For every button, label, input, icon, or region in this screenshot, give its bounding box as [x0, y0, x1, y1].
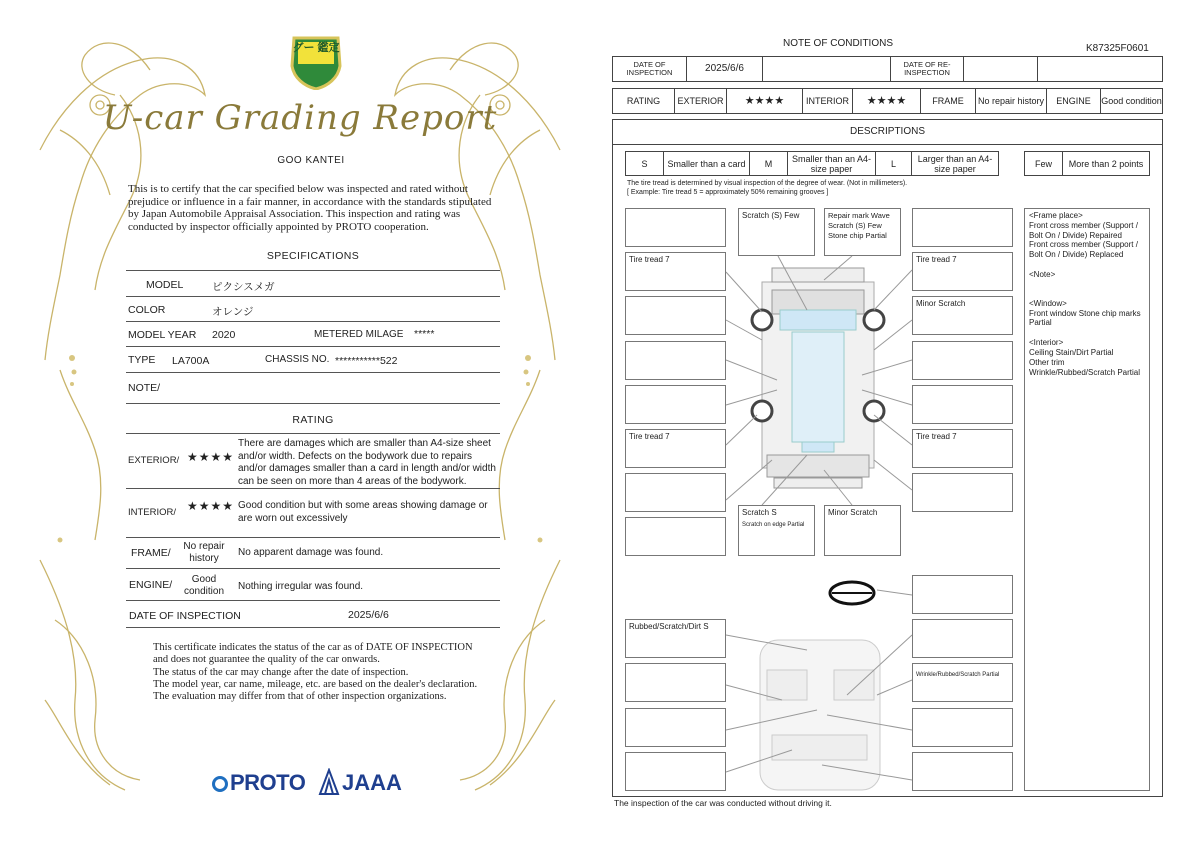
engine-label: ENGINE/	[129, 579, 173, 591]
report-title: U-car Grading Report	[102, 98, 498, 138]
tire-note: The tire tread is determined by visual inspection of the degree of wear. (Not in millimeters).	[627, 180, 908, 187]
exterior-stars: ★★★★	[727, 89, 803, 113]
jaaa-emblem-icon	[318, 768, 340, 796]
jaaa-logo: JAAA	[342, 770, 402, 795]
inspection-date-value: 2025/6/6	[687, 57, 763, 81]
certificate-intro: This is to certify that the car specified below was inspected and rated without prejudice or influence in a fair manner, in accordance with the standards stipulated by Japan Automobile Appraisal Association. This inspection and rating was conducted by inspector officially appointed by PROTO cooperation.	[128, 183, 492, 233]
exterior-label: EXTERIOR	[675, 89, 727, 113]
inspection-date-value: 2025/6/6	[348, 609, 389, 621]
rating-label: RATING	[613, 89, 675, 113]
legend-m: M	[750, 152, 788, 175]
legend-few: Few	[1025, 152, 1063, 175]
frame-value: No repair history	[976, 89, 1047, 113]
report-subtitle: GOO KANTEI	[277, 155, 345, 166]
type-label: TYPE	[128, 354, 156, 366]
frame-label: FRAME	[921, 89, 976, 113]
mileage-value: *****	[414, 328, 435, 340]
condition-box-rubbed: Rubbed/Scratch/Dirt S	[625, 619, 726, 658]
frame-description: No apparent damage was found.	[238, 547, 384, 558]
inspection-date-row	[612, 56, 1163, 82]
color-value: オレンジ	[212, 306, 254, 318]
model-year-label: MODEL YEAR	[128, 329, 197, 341]
model-year-value: 2020	[212, 329, 236, 341]
car-body-diagram	[612, 200, 1024, 800]
mileage-label: METERED MILAGE	[314, 329, 404, 340]
engine-description: Nothing irregular was found.	[238, 581, 364, 592]
legend-s-desc: Smaller than a card	[664, 152, 750, 175]
badge-text: グー 鑑定	[292, 42, 340, 54]
condition-box-right-scratch: Minor Scratch	[912, 296, 1013, 335]
type-value: LA700A	[172, 355, 210, 367]
legend-l: L	[876, 152, 912, 175]
condition-box-rear-minor-scratch: Minor Scratch	[824, 505, 901, 556]
disclaimer-line: This certificate indicates the status of the car as of DATE OF INSPECTION and does not guarantee the quality of the car onwards.	[153, 642, 473, 666]
disclaimer-line: The evaluation may differ from that of other inspection organizations.	[153, 691, 447, 703]
disclaimer-line: The status of the car may change after the date of inspection.	[153, 666, 409, 678]
engine-value: Good condition	[183, 574, 225, 597]
condition-box-tire-front-left: Tire tread 7	[625, 252, 726, 291]
model-label: MODEL	[146, 279, 184, 291]
size-legend	[625, 151, 999, 176]
condition-box-rear-scratch: Scratch S Scratch on edge Partial	[738, 505, 815, 556]
legend-s: S	[626, 152, 664, 175]
exterior-label: EXTERIOR/	[128, 455, 180, 466]
document-code: K87325F0601	[1086, 43, 1149, 54]
frame-value: No repair history	[183, 541, 225, 564]
interior-stars: ★★★★	[853, 89, 921, 113]
condition-box-wrinkle: Wrinkle/Rubbed/Scratch Partial	[912, 663, 1013, 702]
model-value: ピクシスメガ	[212, 281, 275, 293]
condition-box-tire-rear-left: Tire tread 7	[625, 429, 726, 468]
few-legend	[1024, 151, 1150, 176]
proto-logo: PROTO	[212, 770, 305, 796]
tire-example: [ Example: Tire tread 5 = approximately 50% remaining grooves ]	[627, 189, 829, 196]
condition-box-tire-front-right: Tire tread 7	[912, 252, 1013, 291]
engine-value: Good condition	[1101, 96, 1162, 106]
interior-stars: ★★★★	[187, 499, 235, 513]
disclaimer-line: The model year, car name, mileage, etc. are based on the dealer's declaration.	[153, 678, 478, 690]
interior-label: INTERIOR	[803, 89, 853, 113]
inspection-date-label: DATE OF INSPECTION	[129, 610, 241, 622]
descriptions-heading: DESCRIPTIONS	[849, 126, 925, 137]
legend-l-desc: Larger than an A4-size paper	[917, 153, 993, 174]
engine-label: ENGINE	[1047, 89, 1101, 113]
color-label: COLOR	[128, 304, 166, 316]
interior-label: INTERIOR/	[128, 507, 177, 518]
notes-column: <Frame place> Front cross member (Support / Bolt On / Divide) Repaired Front cross member (Support / Bolt On / Divide) Replaced <Note> <Window> Front window Stone chip marks Partial <Interior> Ceiling Stain/Dirt Partial Other trim Wrinkle/Rubbed/Scratch Partial	[1024, 208, 1150, 791]
condition-box-front-repair: Repair mark Wave Scratch (S) Few Stone chip Partial	[824, 208, 901, 256]
rating-row	[612, 88, 1163, 114]
chassis-label: CHASSIS NO.	[265, 354, 330, 365]
specifications-heading: SPECIFICATIONS	[266, 250, 360, 262]
exterior-description: There are damages which are smaller than A4-size sheet and/or width. Defects on the bodywork due to repairs and/or damages smaller than a card in length and/or width can be seen on more than 4 areas of the bodywork.	[238, 438, 496, 487]
conditions-title: NOTE OF CONDITIONS	[783, 38, 893, 49]
inspection-date-label: DATE OF INSPECTION	[613, 57, 687, 81]
conditions-footer: The inspection of the car was conducted without driving it.	[614, 798, 832, 808]
note-label: NOTE/	[128, 382, 161, 394]
legend-m-desc: Smaller than an A4-size paper	[788, 152, 876, 175]
frame-label: FRAME/	[131, 547, 171, 559]
interior-description: Good condition but with some areas showing damage or are worn out excessively	[238, 500, 488, 524]
goo-kantei-badge	[288, 32, 344, 90]
chassis-value: ***********522	[335, 355, 398, 367]
exterior-stars: ★★★★	[187, 450, 235, 464]
rating-heading: RATING	[292, 414, 334, 426]
certificate-disclaimer	[153, 642, 483, 703]
steering-wheel-icon	[830, 582, 874, 604]
condition-box-front-scratch: Scratch (S) Few	[738, 208, 815, 256]
legend-few-desc: More than 2 points	[1068, 158, 1144, 169]
condition-box-tire-rear-right: Tire tread 7	[912, 429, 1013, 468]
reinspection-date-label: DATE OF RE-INSPECTION	[890, 57, 964, 81]
